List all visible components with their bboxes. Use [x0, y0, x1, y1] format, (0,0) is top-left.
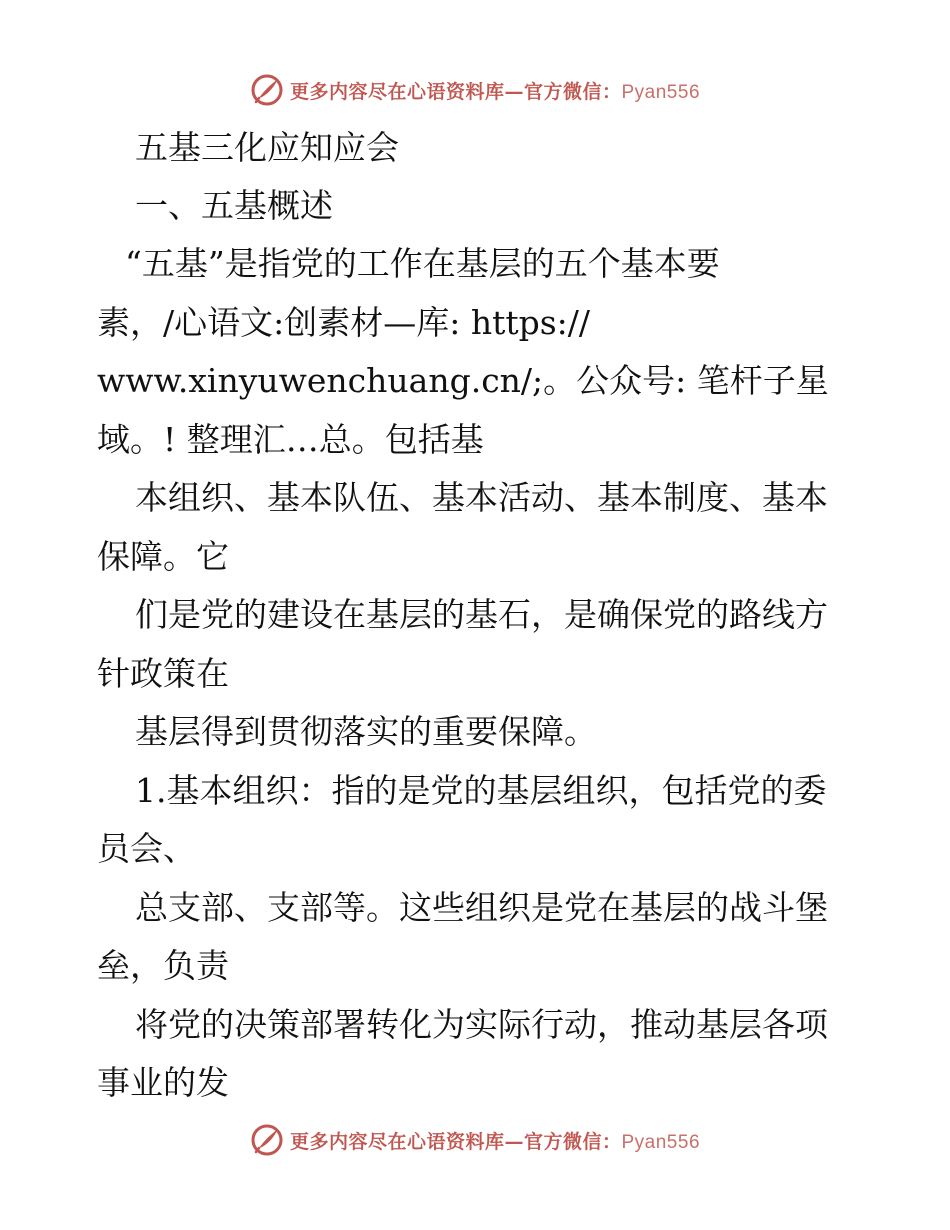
header-banner-text: 更多内容尽在心语资料库—官方微信：Pyan556 [289, 80, 701, 103]
paragraph-line: 基层得到贯彻落实的重要保障。 [135, 712, 597, 751]
footer-wechat-id: Pyan556 [621, 1131, 701, 1153]
paragraph-line: 针政策在 [97, 654, 229, 693]
paragraph-line: 1.基本组织：指的是党的基层组织，包括党的委 [135, 771, 827, 810]
paragraph-line: 垒，负责 [97, 946, 229, 985]
document-title: 五基三化应知应会 [135, 128, 399, 167]
header-banner [0, 70, 950, 110]
paragraph-line: “五基”是指党的工作在基层的五个基本要 [125, 244, 720, 283]
section-heading: 一、五基概述 [135, 186, 333, 225]
paragraph-line: 将党的决策部署转化为实际行动，推动基层各项 [135, 1005, 828, 1044]
paragraph-line: 员会、 [97, 829, 196, 868]
feather-quill-logo-icon [250, 1123, 284, 1157]
feather-quill-logo-icon [250, 73, 284, 107]
paragraph-line: 事业的发 [97, 1063, 229, 1102]
paragraph-line: 保障。它 [97, 537, 229, 576]
header-wechat-id: Pyan556 [621, 81, 701, 103]
footer-banner-text: 更多内容尽在心语资料库—官方微信：Pyan556 [289, 1130, 701, 1153]
paragraph-line: 总支部、支部等。这些组织是党在基层的战斗堡 [135, 888, 828, 927]
paragraph-line: 本组织、基本队伍、基本活动、基本制度、基本 [135, 478, 828, 517]
paragraph-line: www.xinyuwenchuang.cn/;。公众号: 笔杆子星 [97, 361, 829, 400]
footer-banner [0, 1120, 950, 1160]
paragraph-line: 域。! 整理汇…总。包括基 [97, 420, 484, 459]
paragraph-line: 们是党的建设在基层的基石，是确保党的路线方 [135, 595, 828, 634]
paragraph-line: 素，/心语文:创素材—库: https:// [97, 303, 591, 342]
